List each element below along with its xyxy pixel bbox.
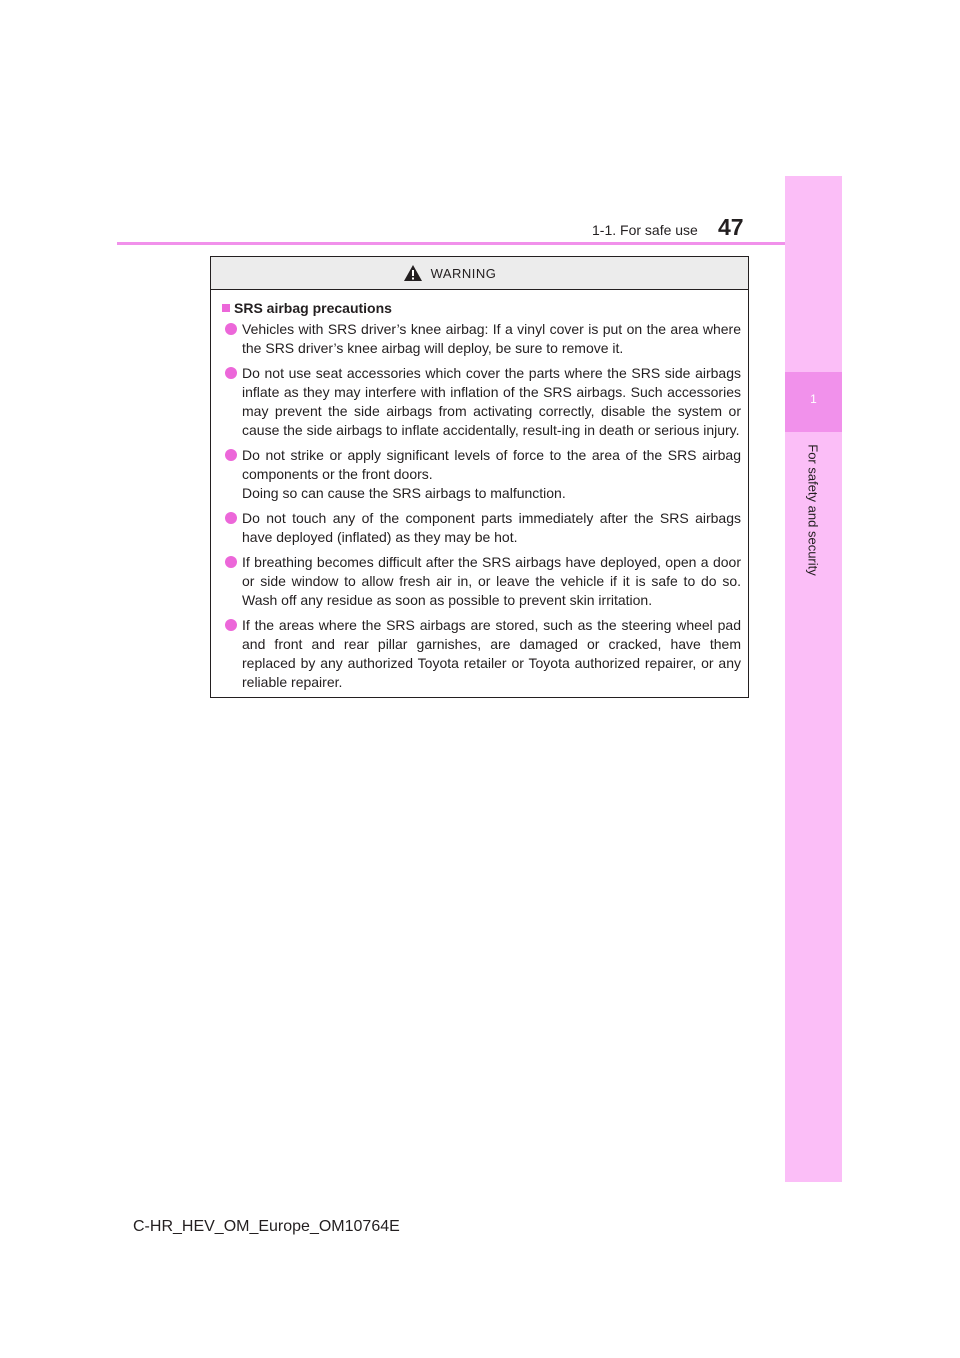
list-item-text: Do not strike or apply significant levels of force to the area of the SRS airbag components or the front doors. Doing so can cause the SRS airbags to malfunction. bbox=[242, 447, 741, 501]
header-rule bbox=[117, 242, 785, 245]
section-title: 1-1. For safe use bbox=[592, 222, 698, 238]
warning-heading-text: SRS airbag precautions bbox=[234, 300, 392, 316]
circle-bullet-icon bbox=[225, 367, 237, 379]
list-item-text: Do not use seat accessories which cover the parts where the SRS side airbags inflate as they may interfere with inflation of the SRS airbags. Such accessories may prevent the side airbags from activating correctly, disable the system or cause the side airbags to inflate accidentally, result-ing in death or serious injury. bbox=[242, 365, 741, 438]
circle-bullet-icon bbox=[225, 449, 237, 461]
warning-heading bbox=[222, 300, 741, 316]
chapter-number: 1 bbox=[810, 392, 817, 406]
list-item bbox=[222, 616, 741, 692]
warning-label: WARNING bbox=[430, 265, 497, 281]
warning-header bbox=[211, 257, 748, 290]
circle-bullet-icon bbox=[225, 619, 237, 631]
warning-body bbox=[211, 290, 748, 692]
list-item-text: If breathing becomes difficult after the SRS airbags have deployed, open a door or side window to allow fresh air in, or leave the vehicle if it is safe to do so. Wash off any residue as soon as possible to prevent skin irritation. bbox=[242, 554, 741, 608]
circle-bullet-icon bbox=[225, 512, 237, 524]
page-number: 47 bbox=[718, 214, 744, 240]
list-item-text: If the areas where the SRS airbags are stored, such as the steering wheel pad and front and rear pillar garnishes, are damaged or cracked, have them replaced by any authorized Toyota retailer or Toyota authorized repairer, or any reliable repairer. bbox=[242, 617, 741, 690]
chapter-title: For safety and security bbox=[805, 444, 821, 576]
square-bullet-icon bbox=[222, 304, 230, 312]
list-item-text: Do not touch any of the component parts immediately after the SRS airbags have deployed (inflated) as they may be hot. bbox=[242, 510, 741, 545]
list-item bbox=[222, 364, 741, 440]
warning-triangle-icon bbox=[403, 264, 423, 282]
list-item bbox=[222, 446, 741, 503]
circle-bullet-icon bbox=[225, 556, 237, 568]
document-code: C-HR_HEV_OM_Europe_OM10764E bbox=[133, 1218, 400, 1235]
list-item bbox=[222, 509, 741, 547]
chapter-side-tab bbox=[785, 176, 842, 1182]
list-item-text: Vehicles with SRS driver’s knee airbag: If a vinyl cover is put on the area where the SRS driver’s knee airbag will deploy, be sure to remove it. bbox=[242, 321, 741, 356]
warning-box bbox=[210, 256, 749, 698]
list-item bbox=[222, 553, 741, 610]
circle-bullet-icon bbox=[225, 323, 237, 335]
list-item bbox=[222, 320, 741, 358]
